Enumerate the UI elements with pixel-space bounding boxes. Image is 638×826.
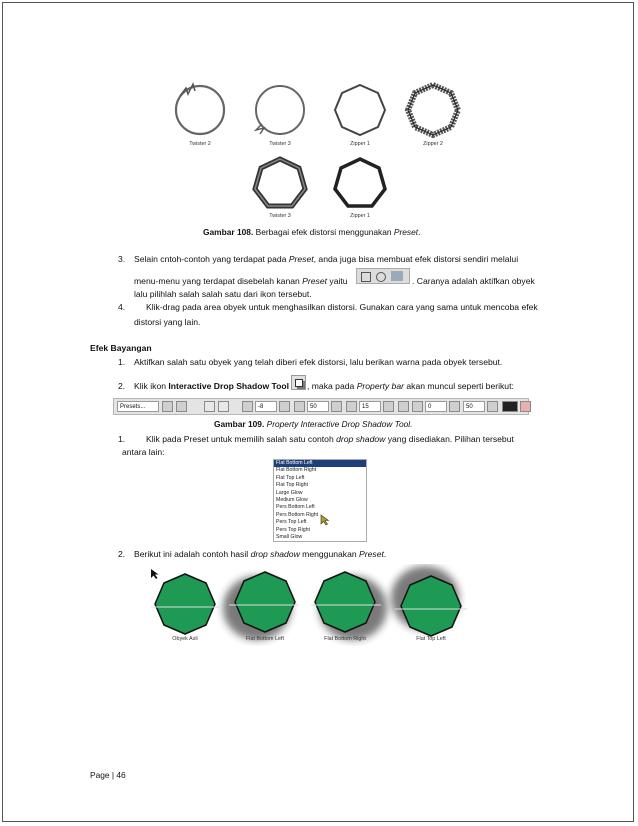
menu-item[interactable]: Pers Bottom Right — [276, 511, 319, 518]
shape-label: Zipper 1 — [350, 213, 370, 219]
example-step-text: Berikut ini adalah contoh hasil drop shadow menggunakan Preset. — [134, 549, 387, 559]
menu-item[interactable]: Flat Bottom Left — [274, 460, 366, 467]
example-label: Flat Top Left — [416, 636, 446, 642]
section-title: Efek Bayangan — [90, 343, 152, 353]
preset-menu[interactable] — [273, 459, 367, 542]
stretch-field[interactable]: 50 — [463, 401, 485, 412]
step4-line2: distorsi yang lain. — [134, 317, 201, 327]
fade-field[interactable]: 0 — [425, 401, 447, 412]
shadow-step1-text: Aktifkan salah satu obyek yang telah diberi efek distorsi, lalu berikan warna pada obyek tersebut. — [134, 357, 503, 367]
shadow-step2-number: 2. — [118, 381, 126, 391]
step4-number: 4. — [118, 302, 126, 312]
step3-line1: Selain cntoh-contoh yang terdapat pada Preset, anda juga bisa membuat efek distorsi sendiri melalui — [134, 254, 519, 264]
example-label: Obyek Asli — [172, 636, 198, 642]
step3-line2: menu-menu yang terdapat disebelah kanan Preset yaitu — [134, 276, 348, 286]
example-original — [151, 574, 219, 634]
distortion-icon[interactable] — [391, 271, 403, 281]
distortion-icons[interactable] — [356, 268, 410, 284]
step3-line2-end: . Caranya adalah aktifkan obyek — [412, 276, 535, 286]
clear-shadow-icon[interactable] — [520, 401, 531, 412]
zipper1b-shape — [335, 159, 385, 206]
example-flat-bottom-left — [223, 572, 299, 640]
fade-icon[interactable] — [398, 401, 409, 412]
example-label: Flat Bottom Right — [324, 636, 366, 642]
remove-preset-icon[interactable] — [176, 401, 187, 412]
menu-item[interactable]: Medium Glow — [276, 497, 308, 504]
figure-108-caption: Gambar 108. Berbagai efek distorsi menggunakan Preset. — [203, 227, 421, 237]
menu-item[interactable]: Pers Top Right — [276, 526, 310, 533]
example-flat-top-left — [391, 566, 467, 636]
shadow-step1-number: 1. — [118, 357, 126, 367]
shape-label: Twister 3 — [269, 141, 291, 147]
preset-step-number: 1. — [118, 434, 126, 444]
zipper2-shape — [408, 85, 458, 135]
menu-item[interactable]: Flat Top Right — [276, 482, 308, 489]
property-bar — [113, 398, 529, 415]
shadow-color-swatch[interactable] — [502, 401, 518, 412]
offset-icon[interactable] — [218, 401, 229, 412]
feather-icon[interactable] — [346, 401, 357, 412]
zipper1-shape — [335, 85, 385, 135]
spin-icon[interactable] — [487, 401, 498, 412]
shadow-step2-text-b: , maka pada Property bar akan muncul seperti berikut: — [307, 381, 514, 391]
distortion-figure — [160, 78, 480, 228]
arrow-cursor-icon — [151, 569, 159, 579]
shape-label: Zipper 2 — [423, 141, 443, 147]
menu-item[interactable]: Flat Bottom Right — [276, 467, 317, 474]
cursor-icon — [320, 514, 330, 526]
example-label: Flat Bottom Left — [245, 636, 285, 642]
menu-item[interactable]: Flat Top Left — [276, 474, 305, 481]
distortion-icon[interactable] — [361, 272, 371, 282]
shape-label: Twister 3 — [269, 213, 291, 219]
menu-item[interactable]: Small Glow — [276, 534, 303, 541]
example-step-number: 2. — [118, 549, 126, 559]
drop-shadow-tool-icon[interactable] — [291, 375, 306, 390]
angle-icon[interactable] — [242, 401, 253, 412]
spin-icon[interactable] — [331, 401, 342, 412]
page-number: Page | 46 — [90, 770, 126, 780]
presets-dropdown[interactable]: Presets... — [117, 401, 159, 412]
offset-x-field[interactable]: -8 — [255, 401, 277, 412]
spin-icon[interactable] — [449, 401, 460, 412]
preset-step-line2: antara lain: — [122, 447, 165, 457]
offset-icon[interactable] — [204, 401, 215, 412]
opacity-field[interactable]: 50 — [307, 401, 329, 412]
stretch-icon[interactable] — [412, 401, 423, 412]
distortion-icon[interactable] — [376, 272, 386, 282]
shape-label: Twister 2 — [189, 141, 211, 147]
menu-item[interactable]: Pers Bottom Left — [276, 504, 315, 511]
step3-number: 3. — [118, 254, 126, 264]
drop-shadow-examples — [148, 564, 483, 646]
twister3b-shape — [255, 159, 305, 206]
spin-icon[interactable] — [383, 401, 394, 412]
shape-label: Zipper 1 — [350, 141, 370, 147]
shadow-step2-text-a: Klik ikon Interactive Drop Shadow Tool — [134, 381, 290, 391]
opacity-icon[interactable] — [294, 401, 305, 412]
feather-field[interactable]: 15 — [359, 401, 381, 412]
spin-icon[interactable] — [279, 401, 290, 412]
step4-line1: Klik-drag pada area obyek untuk menghasilkan distorsi. Gunakan cara yang sama untuk mencoba efek — [146, 302, 538, 312]
step3-line3: lalu pilihlah salah salah satu dari ikon tersebut. — [134, 289, 312, 299]
add-preset-icon[interactable] — [162, 401, 173, 412]
menu-item[interactable]: Pers Top Left — [276, 519, 307, 526]
twister2-shape — [176, 84, 224, 134]
twister3-shape — [256, 86, 304, 134]
example-flat-bottom-right — [311, 572, 387, 640]
preset-step-line1: Klik pada Preset untuk memilih salah satu contoh drop shadow yang disediakan. Pilihan tersebut — [146, 434, 514, 444]
menu-item[interactable]: Large Glow — [276, 489, 303, 496]
figure-109-caption: Gambar 109. Property Interactive Drop Shadow Tool. — [214, 419, 413, 429]
